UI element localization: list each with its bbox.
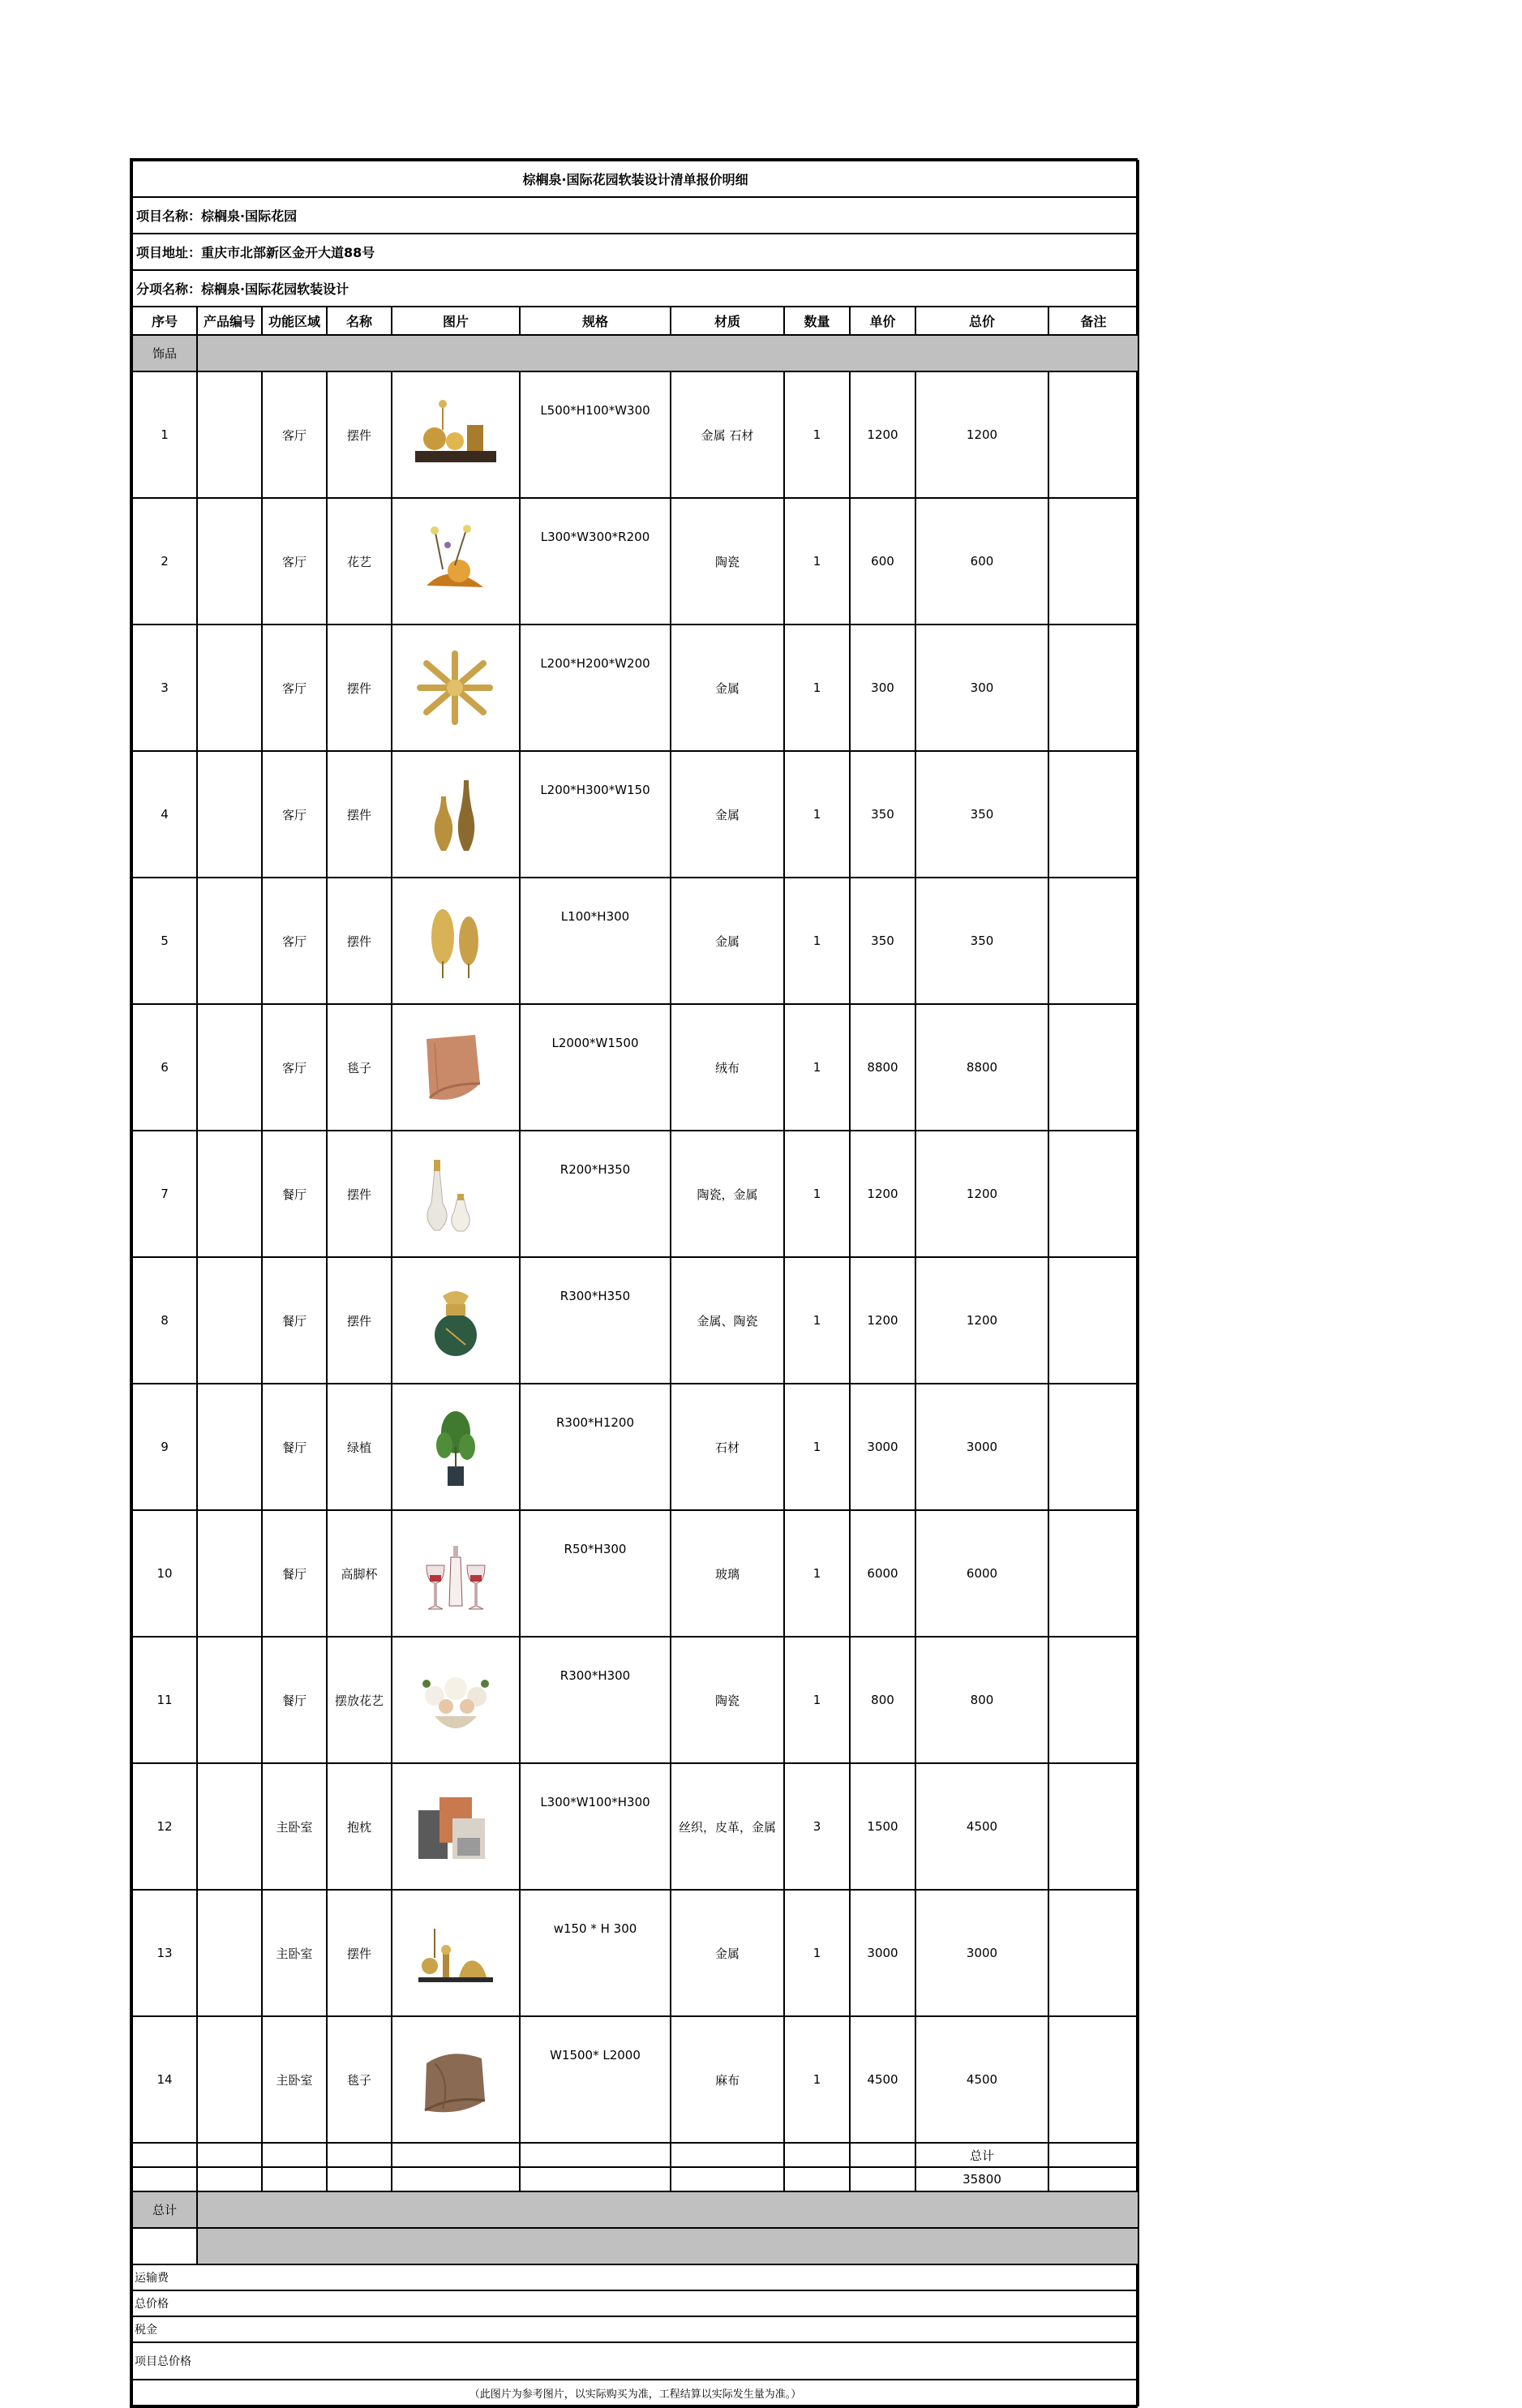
item-seq: 8 [132, 1257, 197, 1384]
item-code [197, 2016, 262, 2143]
table-row [132, 1890, 1138, 2016]
item-qty: 1 [784, 625, 850, 751]
item-remark [1048, 371, 1138, 498]
item-area: 主卧室 [262, 1763, 327, 1890]
item-code [197, 1637, 262, 1763]
product-image [392, 498, 520, 625]
header-code: 产品编号 [197, 307, 262, 335]
item-area: 客厅 [262, 1004, 327, 1131]
item-name: 摆件 [327, 1257, 392, 1384]
table-row [132, 878, 1138, 1004]
item-name: 绿植 [327, 1384, 392, 1510]
gold-leaf-icon [410, 900, 501, 981]
tax-row: 税金 [132, 2316, 1138, 2342]
header-qty: 数量 [784, 307, 850, 335]
table-row [132, 1384, 1138, 1510]
item-seq: 1 [132, 371, 197, 498]
item-seq: 3 [132, 625, 197, 751]
item-total: 1200 [915, 1257, 1048, 1384]
product-image [392, 1384, 520, 1510]
item-name: 摆件 [327, 625, 392, 751]
green-jar-icon [410, 1280, 501, 1361]
sub-project-name: 分项名称：棕榈泉·国际花园软装设计 [132, 270, 1138, 307]
product-image [392, 1004, 520, 1131]
white-flowers-icon [410, 1659, 501, 1741]
item-material: 陶瓷 [671, 1637, 784, 1763]
section-label: 饰品 [132, 335, 197, 371]
item-name: 花艺 [327, 498, 392, 625]
item-qty: 1 [784, 1637, 850, 1763]
table-row [132, 1763, 1138, 1890]
total-band-row [132, 2191, 1138, 2228]
gold-starburst-icon [410, 647, 501, 728]
item-total: 800 [915, 1637, 1048, 1763]
table-row [132, 1257, 1138, 1384]
item-spec: R300*H1200 [520, 1384, 671, 1510]
item-remark [1048, 878, 1138, 1004]
item-seq: 5 [132, 878, 197, 1004]
item-material: 丝织，皮革，金属 [671, 1763, 784, 1890]
item-code [197, 1131, 262, 1257]
item-qty: 1 [784, 1890, 850, 2016]
wine-glasses-icon [410, 1533, 501, 1614]
item-total: 1200 [915, 371, 1048, 498]
product-image [392, 878, 520, 1004]
header-row [132, 307, 1138, 335]
item-code [197, 1890, 262, 2016]
item-spec: L200*H300*W150 [520, 751, 671, 878]
item-area: 餐厅 [262, 1257, 327, 1384]
brown-blanket-icon [410, 2039, 501, 2120]
flower-arrangement-icon [410, 521, 501, 602]
subtotal-value-row [132, 2167, 1138, 2191]
section-fill [197, 335, 1138, 371]
item-name: 高脚杯 [327, 1510, 392, 1637]
table-row [132, 1131, 1138, 1257]
item-code [197, 1510, 262, 1637]
item-unit-price: 3000 [850, 1890, 915, 2016]
project-address: 项目地址：重庆市北部新区金开大道88号 [132, 234, 1138, 270]
gold-figurines-icon [410, 1912, 501, 1994]
item-remark [1048, 1763, 1138, 1890]
item-area: 客厅 [262, 625, 327, 751]
item-spec: L200*H200*W200 [520, 625, 671, 751]
item-material: 金属 [671, 1890, 784, 2016]
item-qty: 1 [784, 371, 850, 498]
item-material: 金属 [671, 751, 784, 878]
sheet-title: 棕榈泉·国际花园软装设计清单报价明细 [132, 161, 1138, 197]
section-row [132, 335, 1138, 371]
subtotal-label-row [132, 2143, 1138, 2167]
item-area: 餐厅 [262, 1384, 327, 1510]
item-seq: 11 [132, 1637, 197, 1763]
table-row [132, 498, 1138, 625]
item-material: 金属、陶瓷 [671, 1257, 784, 1384]
item-unit-price: 1200 [850, 1257, 915, 1384]
item-name: 摆件 [327, 878, 392, 1004]
item-qty: 1 [784, 1257, 850, 1384]
gold-ornament-tray-icon [410, 394, 501, 475]
item-seq: 9 [132, 1384, 197, 1510]
item-unit-price: 350 [850, 751, 915, 878]
item-spec: R200*H350 [520, 1131, 671, 1257]
item-remark [1048, 2016, 1138, 2143]
total-band-fill [197, 2191, 1138, 2228]
gold-vases-icon [410, 774, 501, 855]
header-area: 功能区域 [262, 307, 327, 335]
shipping-row: 运输费 [132, 2264, 1138, 2290]
white-vases-icon [410, 1153, 501, 1234]
product-image [392, 1763, 520, 1890]
item-seq: 14 [132, 2016, 197, 2143]
item-unit-price: 6000 [850, 1510, 915, 1637]
potted-plant-icon [410, 1406, 501, 1487]
product-image [392, 371, 520, 498]
item-total: 3000 [915, 1384, 1048, 1510]
item-name: 毯子 [327, 1004, 392, 1131]
item-unit-price: 1500 [850, 1763, 915, 1890]
item-qty: 1 [784, 2016, 850, 2143]
item-remark [1048, 751, 1138, 878]
item-material: 石材 [671, 1384, 784, 1510]
item-spec: L300*W100*H300 [520, 1763, 671, 1890]
item-seq: 7 [132, 1131, 197, 1257]
table-row [132, 2016, 1138, 2143]
item-name: 摆放花艺 [327, 1637, 392, 1763]
item-remark [1048, 1637, 1138, 1763]
item-material: 绒布 [671, 1004, 784, 1131]
table-row [132, 1510, 1138, 1637]
item-unit-price: 300 [850, 625, 915, 751]
product-image [392, 1131, 520, 1257]
header-seq: 序号 [132, 307, 197, 335]
item-material: 麻布 [671, 2016, 784, 2143]
item-unit-price: 350 [850, 878, 915, 1004]
item-total: 600 [915, 498, 1048, 625]
product-image [392, 2016, 520, 2143]
subtotal-label: 总计 [915, 2143, 1048, 2167]
item-unit-price: 1200 [850, 371, 915, 498]
reference-note: （此图片为参考图片，以实际购买为准，工程结算以实际发生量为准。） [132, 2380, 1138, 2406]
header-spec: 规格 [520, 307, 671, 335]
subtotal-value: 35800 [915, 2167, 1048, 2191]
project-total-row: 项目总价格 [132, 2342, 1138, 2380]
header-unit-price: 单价 [850, 307, 915, 335]
item-spec: R300*H350 [520, 1257, 671, 1384]
item-qty: 1 [784, 1004, 850, 1131]
total-price-row: 总价格 [132, 2290, 1138, 2316]
item-name: 摆件 [327, 751, 392, 878]
item-total: 8800 [915, 1004, 1048, 1131]
item-remark [1048, 1384, 1138, 1510]
item-area: 餐厅 [262, 1637, 327, 1763]
item-code [197, 1257, 262, 1384]
item-name: 摆件 [327, 1131, 392, 1257]
item-name: 毯子 [327, 2016, 392, 2143]
item-code [197, 1763, 262, 1890]
item-spec: w150 * H 300 [520, 1890, 671, 2016]
item-name: 摆件 [327, 1890, 392, 2016]
item-material: 陶瓷，金属 [671, 1131, 784, 1257]
item-remark [1048, 1131, 1138, 1257]
item-qty: 1 [784, 878, 850, 1004]
product-image [392, 1510, 520, 1637]
item-spec: L300*W300*R200 [520, 498, 671, 625]
table-row [132, 1004, 1138, 1131]
item-remark [1048, 1257, 1138, 1384]
header-total: 总价 [915, 307, 1048, 335]
item-seq: 13 [132, 1890, 197, 2016]
item-unit-price: 600 [850, 498, 915, 625]
blank-band-row [132, 2228, 1138, 2264]
project-name: 项目名称：棕榈泉·国际花园 [132, 197, 1138, 234]
item-spec: R50*H300 [520, 1510, 671, 1637]
item-area: 主卧室 [262, 2016, 327, 2143]
product-image [392, 751, 520, 878]
item-remark [1048, 1004, 1138, 1131]
item-total: 3000 [915, 1890, 1048, 2016]
pink-blanket-icon [410, 1027, 501, 1108]
item-total: 6000 [915, 1510, 1048, 1637]
item-code [197, 1384, 262, 1510]
header-image: 图片 [392, 307, 520, 335]
item-qty: 1 [784, 1384, 850, 1510]
item-remark [1048, 625, 1138, 751]
item-spec: W1500* L2000 [520, 2016, 671, 2143]
item-total: 350 [915, 751, 1048, 878]
item-area: 餐厅 [262, 1131, 327, 1257]
item-unit-price: 3000 [850, 1384, 915, 1510]
item-code [197, 878, 262, 1004]
item-name: 摆件 [327, 371, 392, 498]
item-unit-price: 4500 [850, 2016, 915, 2143]
header-name: 名称 [327, 307, 392, 335]
product-image [392, 1890, 520, 2016]
item-spec: L2000*W1500 [520, 1004, 671, 1131]
item-total: 1200 [915, 1131, 1048, 1257]
item-qty: 1 [784, 751, 850, 878]
item-unit-price: 8800 [850, 1004, 915, 1131]
item-material: 金属 [671, 878, 784, 1004]
item-seq: 2 [132, 498, 197, 625]
item-spec: L500*H100*W300 [520, 371, 671, 498]
item-code [197, 498, 262, 625]
header-material: 材质 [671, 307, 784, 335]
item-area: 客厅 [262, 878, 327, 1004]
item-unit-price: 1200 [850, 1131, 915, 1257]
table-row [132, 371, 1138, 498]
item-code [197, 1004, 262, 1131]
item-seq: 12 [132, 1763, 197, 1890]
item-code [197, 371, 262, 498]
item-seq: 6 [132, 1004, 197, 1131]
table-row [132, 625, 1138, 751]
item-seq: 4 [132, 751, 197, 878]
item-spec: L100*H300 [520, 878, 671, 1004]
item-seq: 10 [132, 1510, 197, 1637]
item-code [197, 751, 262, 878]
item-qty: 1 [784, 1510, 850, 1637]
item-material: 金属 [671, 625, 784, 751]
quotation-sheet [130, 158, 1138, 2408]
item-area: 主卧室 [262, 1890, 327, 2016]
table-row [132, 1637, 1138, 1763]
item-code [197, 625, 262, 751]
item-total: 350 [915, 878, 1048, 1004]
item-area: 客厅 [262, 371, 327, 498]
product-image [392, 1257, 520, 1384]
item-material: 玻璃 [671, 1510, 784, 1637]
item-remark [1048, 498, 1138, 625]
item-unit-price: 800 [850, 1637, 915, 1763]
item-material: 陶瓷 [671, 498, 784, 625]
quotation-table [131, 160, 1139, 2406]
product-image [392, 1637, 520, 1763]
total-band-label: 总计 [132, 2191, 197, 2228]
item-name: 抱枕 [327, 1763, 392, 1890]
item-area: 客厅 [262, 498, 327, 625]
item-qty: 1 [784, 1131, 850, 1257]
table-row [132, 751, 1138, 878]
item-total: 4500 [915, 1763, 1048, 1890]
item-total: 4500 [915, 2016, 1048, 2143]
item-remark [1048, 1890, 1138, 2016]
product-image [392, 625, 520, 751]
header-remark: 备注 [1048, 307, 1138, 335]
item-qty: 1 [784, 498, 850, 625]
item-spec: R300*H300 [520, 1637, 671, 1763]
item-area: 餐厅 [262, 1510, 327, 1637]
item-total: 300 [915, 625, 1048, 751]
item-remark [1048, 1510, 1138, 1637]
item-material: 金属 石材 [671, 371, 784, 498]
item-qty: 3 [784, 1763, 850, 1890]
item-area: 客厅 [262, 751, 327, 878]
cushions-icon [410, 1786, 501, 1867]
